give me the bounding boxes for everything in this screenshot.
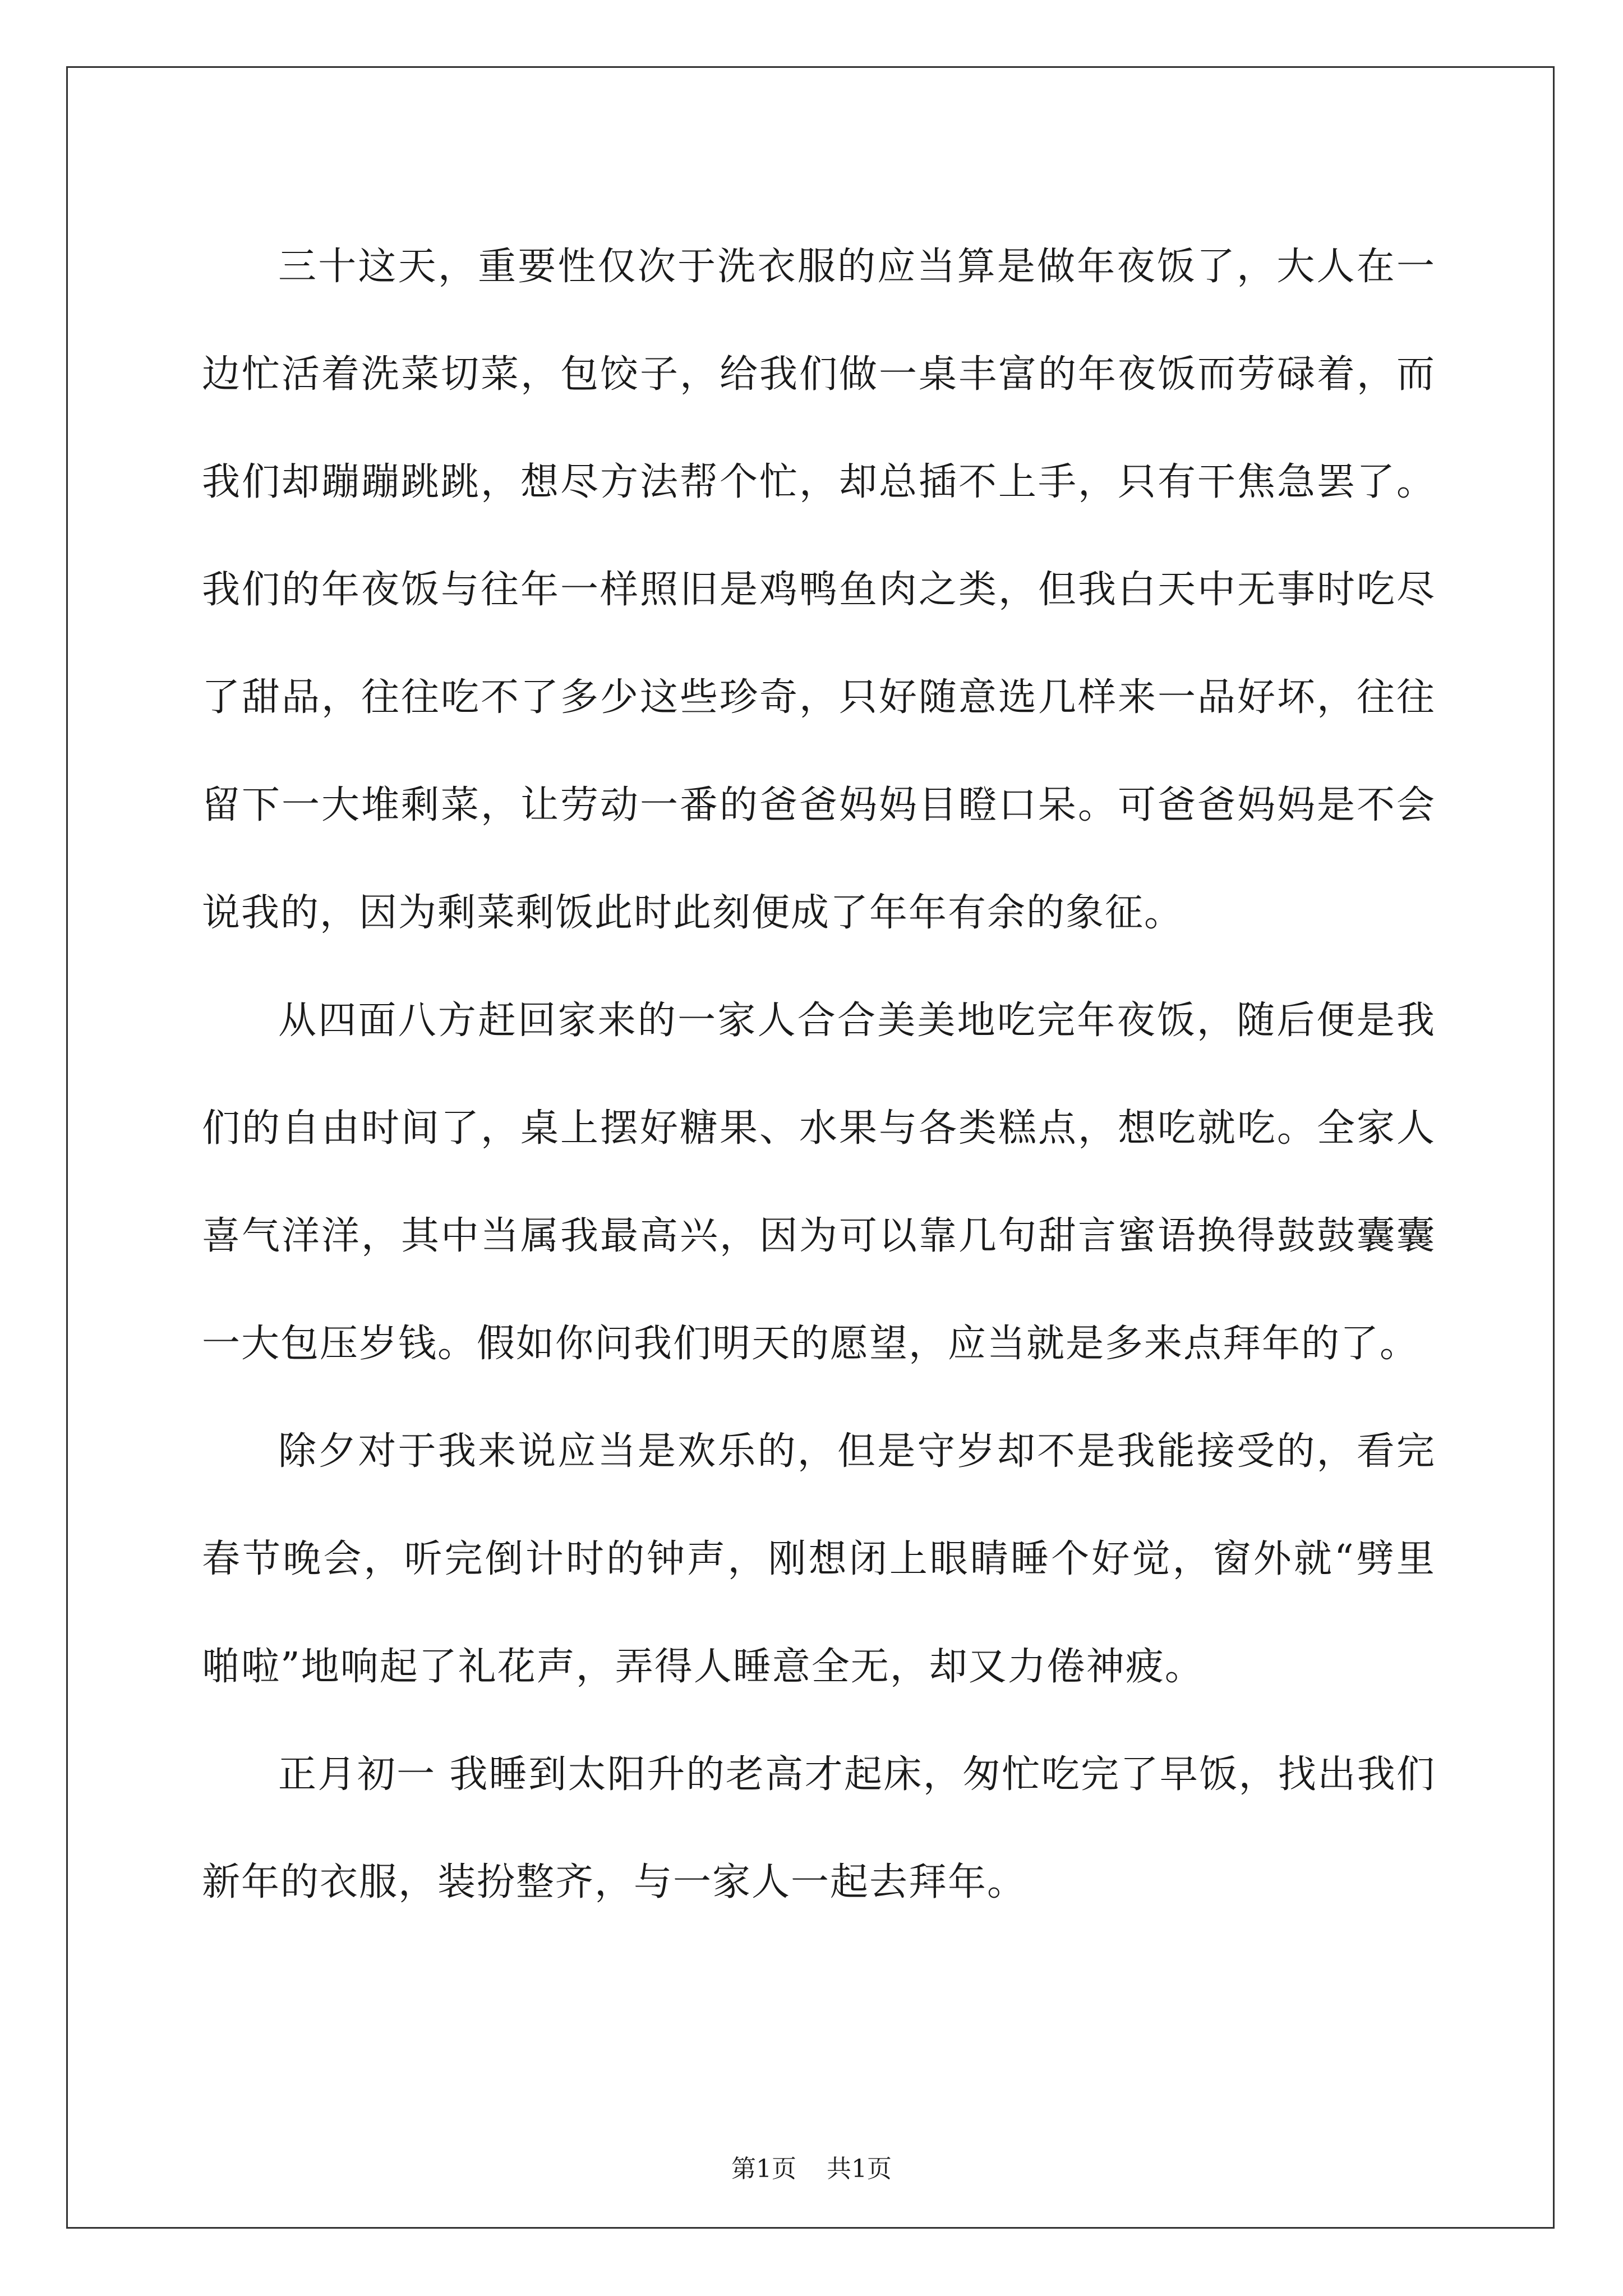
document-body [202,213,1436,1936]
page-footer [0,2148,1623,2184]
paragraph: 三十这天，重要性仅次于洗衣服的应当算是做年夜饭了，大人在一边忙活着洗菜切菜，包饺子，给我们做一桌丰富的年夜饭而劳碌着，而我们却蹦蹦跳跳，想尽方法帮个忙，却总插不上手，只有干焦急罢了。我们的年夜饭与往年一样照旧是鸡鸭鱼肉之类，但我白天中无事时吃尽了甜品，往往吃不了多少这些珍奇，只好随意选几样来一品好坏，往往留下一大堆剩菜，让劳动一番的爸爸妈妈目瞪口呆。可爸爸妈妈是不会说我的，因为剩菜剩饭此时此刻便成了年年有余的象征。 [202,245,1436,935]
paragraph: 从四面八方赶回家来的一家人合合美美地吃完年夜饭，随后便是我们的自由时间了，桌上摆好糖果、水果与各类糕点，想吃就吃。全家人喜气洋洋，其中当属我最高兴，因为可以靠几句甜言蜜语换得鼓鼓囊囊一大包压岁钱。假如你问我们明天的愿望，应当就是多来点拜年的了。 [202,999,1436,1366]
page-number: 第1页 [731,2155,796,2183]
page-count: 共1页 [827,2155,892,2183]
paragraph: 正月初一 我睡到太阳升的老高才起床，匆忙吃完了早饭，找出我们新年的衣服，装扮整齐，与一家人一起去拜年。 [202,1752,1436,1904]
paragraph: 除夕对于我来说应当是欢乐的，但是守岁却不是我能接受的，看完春节晚会，听完倒计时的钟声，刚想闭上眼睛睡个好觉，窗外就“劈里啪啦”地响起了礼花声，弄得人睡意全无，却又力倦神疲。 [202,1429,1436,1689]
